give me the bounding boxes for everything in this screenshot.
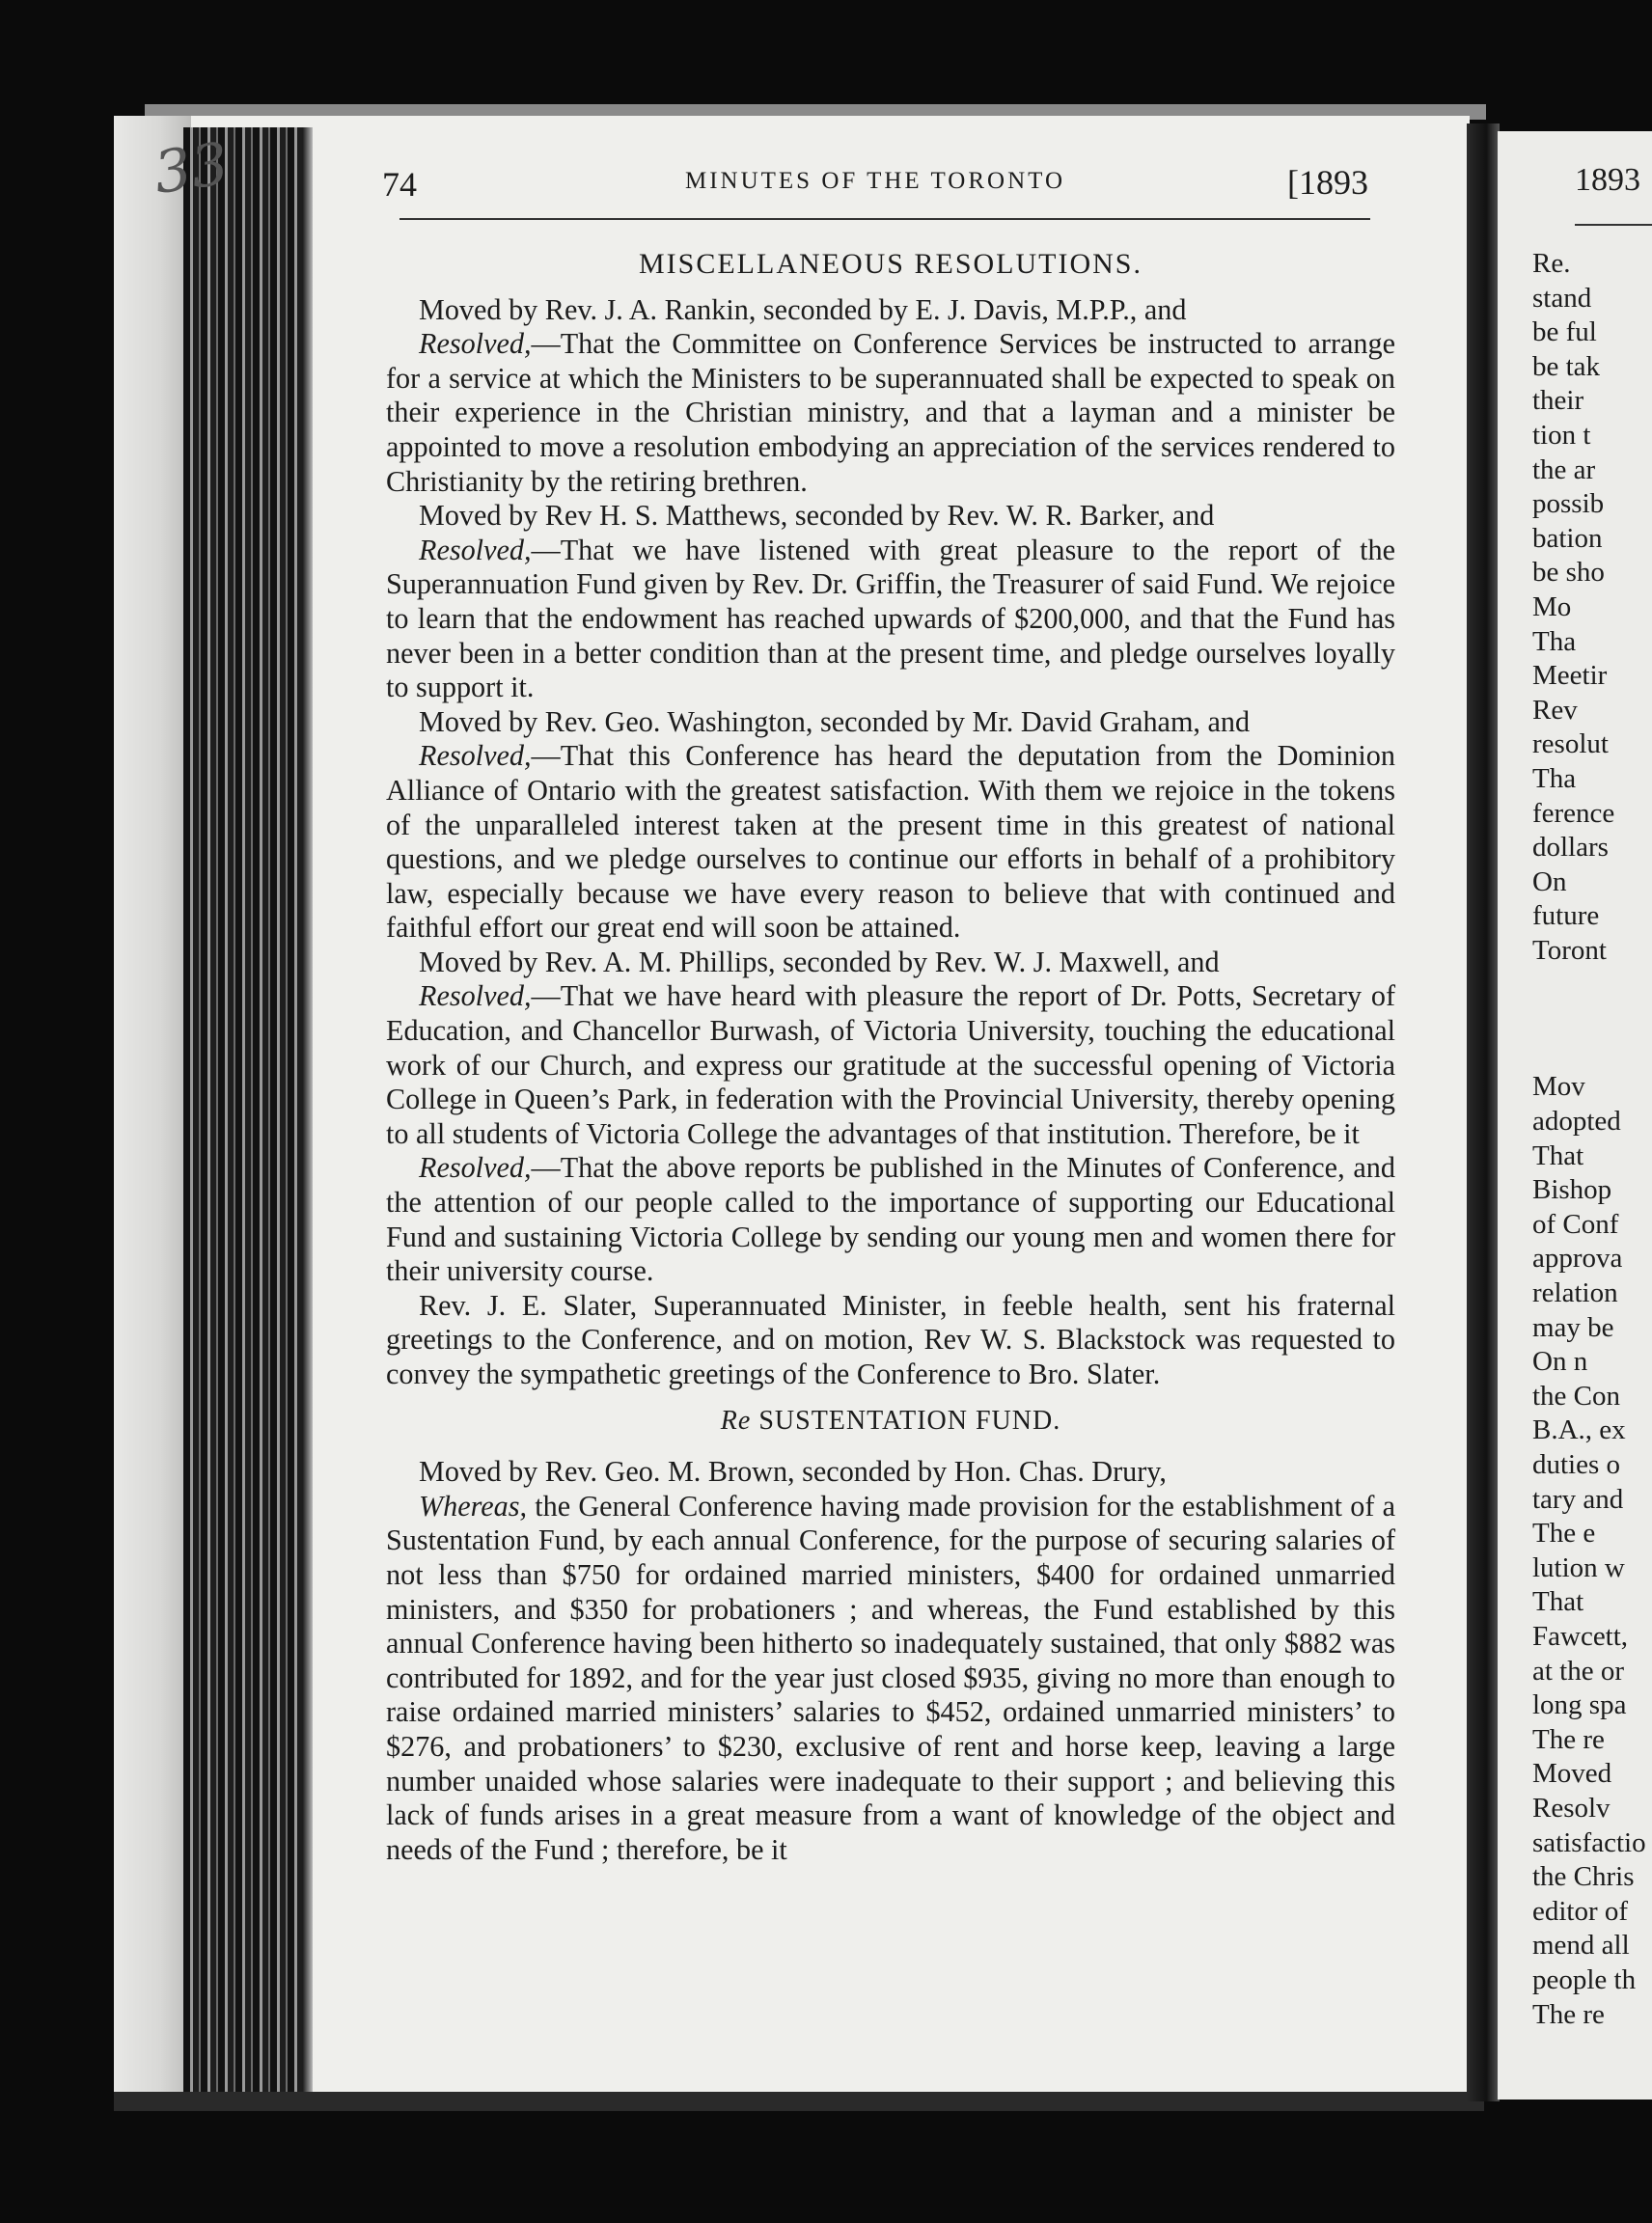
right-header-rule xyxy=(1575,224,1652,226)
paragraph: Resolved,—That this Conference has heard the deputation from the Dominion Alliance of Ontario with the greatest satisfaction. With them we rejoice in the tokens of the unparalleled interest taken at the present time in this greatest of national questions, and we pledge ourselves to continue our efforts in behalf of a prohibitory law, especially because we have every reason to believe that with continued and faithful effort our great end will soon be attained. xyxy=(386,739,1395,945)
right-page xyxy=(1498,131,1652,2100)
right-page-line: may be xyxy=(1532,1311,1614,1343)
running-header xyxy=(382,162,1368,210)
right-page-line: their xyxy=(1532,385,1584,417)
right-page-line: the Chris xyxy=(1532,1861,1635,1893)
page-margin-edge xyxy=(114,116,191,2096)
right-page-line: long spa xyxy=(1532,1689,1627,1721)
right-page-line: Fawcett, xyxy=(1532,1620,1629,1652)
right-page-gap xyxy=(1532,968,1646,1070)
right-page-line: Moved xyxy=(1532,1758,1612,1790)
paragraph: Resolved,—That the above reports be published in the Minutes of Conference, and the attention of our people called to the importance of supporting our Educational Fund and sustaining Victoria College by sending our young men and women there for their university course. xyxy=(386,1151,1395,1288)
right-page-line: Meetir xyxy=(1532,660,1608,692)
right-page-line: dollars xyxy=(1532,832,1609,864)
right-page-line: bation xyxy=(1532,522,1603,554)
right-page-line: Re. xyxy=(1532,248,1571,279)
page-body xyxy=(386,241,1395,1867)
paragraph: Resolved,—That we have heard with pleasure the report of Dr. Potts, Secretary of Education, and Chancellor Burwash, of Victoria University, touching the educational work of our Church, and express our gratitude at the successful opening of Victoria College in Queen’s Park, in federation with the Provincial University, thereby opening to all students of Victoria College the advantages of that institution. Therefore, be it xyxy=(386,979,1395,1150)
right-page-line: stand xyxy=(1532,282,1592,314)
right-page-line: Mo xyxy=(1532,590,1572,622)
paragraph: Moved by Rev. Geo. M. Brown, seconded by Hon. Chas. Drury, xyxy=(419,1455,1167,1489)
right-page-line: The re xyxy=(1532,1723,1605,1755)
right-page-line: of Conf xyxy=(1532,1208,1619,1240)
right-page-line: editor of xyxy=(1532,1895,1629,1927)
right-page-line: the Con xyxy=(1532,1380,1621,1412)
page-number: 74 xyxy=(382,165,417,204)
right-page-line: On n xyxy=(1532,1346,1588,1378)
paragraph: Moved by Rev. A. M. Phillips, seconded by Rev. W. J. Maxwell, and xyxy=(419,945,1220,978)
right-page-line: satisfactio xyxy=(1532,1826,1646,1858)
right-page-line: tion t xyxy=(1532,419,1591,451)
right-page-line: The e xyxy=(1532,1518,1596,1550)
right-page-line: Tha xyxy=(1532,762,1577,794)
right-page-line: people th xyxy=(1532,1963,1637,1995)
book-spine xyxy=(1467,124,1500,2101)
paragraph: Moved by Rev. Geo. Washington, seconded by Mr. David Graham, and xyxy=(419,704,1251,738)
section-title: Re SUSTENTATION FUND. xyxy=(720,1405,1061,1436)
paragraph: Moved by Rev H. S. Matthews, seconded by Rev. W. R. Barker, and xyxy=(419,499,1215,533)
right-page-line: tary and xyxy=(1532,1483,1624,1515)
paragraph: Moved by Rev. J. A. Rankin, seconded by E. J. Davis, M.P.P., and xyxy=(419,292,1187,326)
right-page-line: be tak xyxy=(1532,350,1601,382)
paragraph: Rev. J. E. Slater, Superannuated Minister, in feeble health, sent his fraternal greetings to the Conference, and on motion, Rev W. S. Blackstock was requested to convey the sympathetic greetings of the Conference to Bro. Slater. xyxy=(386,1288,1395,1390)
right-page-text xyxy=(1532,247,1646,2032)
right-page-line: resolut xyxy=(1532,728,1609,760)
book-binding xyxy=(183,127,307,2096)
right-page-line: That xyxy=(1532,1586,1584,1618)
right-page-line: B.A., ex xyxy=(1532,1414,1626,1446)
paragraph: Whereas, the General Conference having made provision for the establishment of a Sustentation Fund, by each annual Conference, for the purpose of securing salaries of not less than $750 for ordained married ministers, $400 for ordained unmarried ministers, and $350 for probationers ; and whereas, the Fund established by this annual Conference having been hitherto so inadequately sustained, that only $882 was contributed for 1892, and for the year just closed $935, giving no more than enough to raise ordained married ministers’ salaries to $452, ordained unmarried ministers’ to $276, and probationers’ to $230, exclusive of rent and horse keep, leaving a large number unaided whose salaries were inadequate to their support ; and believing this lack of funds arises in a great measure from a want of knowledge of the object and needs of the Fund ; therefore, be it xyxy=(386,1489,1395,1866)
bottom-shadow xyxy=(114,2092,1484,2111)
right-page-line: ference xyxy=(1532,797,1615,829)
right-page-line: the ar xyxy=(1532,453,1596,485)
paragraph: Resolved,—That we have listened with great pleasure to the report of the Superannuation Fund given by Rev. Dr. Griffin, the Treasurer of said Fund. We rejoice to learn that the endowment has reached upwards of $200,000, and that the Fund has never been in a better condition than at the present time, and pledge ourselves loyally to support it. xyxy=(386,533,1395,704)
right-page-line: Bishop xyxy=(1532,1174,1612,1206)
section-title: MISCELLANEOUS RESOLUTIONS. xyxy=(638,248,1143,280)
header-year: [1893 xyxy=(1287,163,1368,202)
right-page-line: Resolv xyxy=(1532,1792,1611,1824)
running-title: MINUTES OF THE TORONTO xyxy=(684,168,1066,194)
right-page-line: Tha xyxy=(1532,625,1577,657)
right-page-line: future xyxy=(1532,900,1600,932)
right-page-line: mend all xyxy=(1532,1930,1630,1962)
right-page-line: Toront xyxy=(1532,934,1607,966)
header-rule xyxy=(399,218,1370,220)
right-page-line: duties o xyxy=(1532,1449,1621,1480)
right-page-line: On xyxy=(1532,865,1567,897)
right-page-line: be ful xyxy=(1532,316,1597,348)
paragraph: Resolved,—That the Committee on Conference Services be instructed to arrange for a service at which the Ministers to be superannuated shall be expected to speak on their experience in the Christian ministry, and that a layman and a minister be appointed to move a resolution embodying an appreciation of the services rendered to Christianity by the retiring brethren. xyxy=(386,327,1395,498)
right-page-line: approva xyxy=(1532,1243,1623,1275)
right-page-line: be sho xyxy=(1532,557,1605,589)
right-page-line: lution w xyxy=(1532,1551,1625,1583)
right-page-line: Rev xyxy=(1532,694,1578,726)
right-page-header: 1893 xyxy=(1575,162,1640,198)
right-page-line: at the or xyxy=(1532,1655,1625,1687)
right-page-line: The re xyxy=(1532,1998,1605,2030)
right-page-line: Mov xyxy=(1532,1071,1585,1103)
right-page-line: relation xyxy=(1532,1277,1618,1309)
handwritten-margin-mark: 33 xyxy=(150,130,233,207)
right-page-line: That xyxy=(1532,1139,1584,1171)
right-page-line: possib xyxy=(1532,488,1605,520)
right-page-line: adopted xyxy=(1532,1106,1621,1138)
